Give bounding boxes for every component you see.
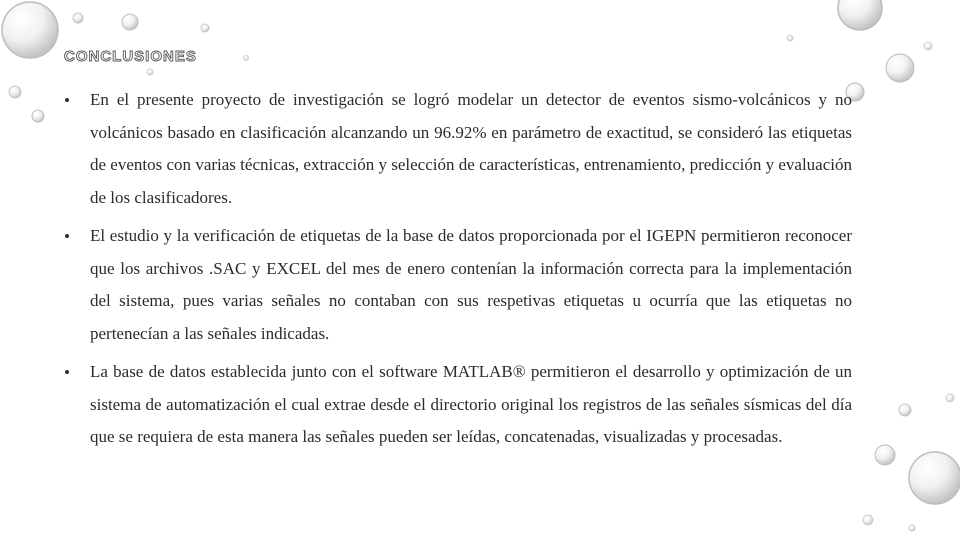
bullet-dot-icon: •: [64, 227, 70, 246]
conclusions-list: [64, 84, 852, 460]
bullet-text: El estudio y la verificación de etiquetas de la base de datos proporcionada por el IGEPN permitieron reconocer que los archivos .SAC y EXCEL del mes de enero contenían la información correcta para la implementación del sistema, pues varias señales no contaban con sus respetivas etiquetas u ocurría que las etiquetas no pertenecían a las señales indicadas.: [90, 226, 852, 343]
bullet-item: [64, 356, 852, 454]
bullet-dot-icon: •: [64, 363, 70, 382]
bullet-item: [64, 220, 852, 350]
bullet-text: En el presente proyecto de investigación se logró modelar un detector de eventos sismo-volcánicos y no volcánicos basado en clasificación alcanzando un 96.92% en parámetro de exactitud, se consideró las etiquetas de eventos con varias técnicas, extracción y selección de características, entrenamiento, predicción y evaluación de los clasificadores.: [90, 90, 852, 207]
bullet-dot-icon: •: [64, 91, 70, 110]
bullet-item: [64, 84, 852, 214]
bullet-text: La base de datos establecida junto con el software MATLAB® permitieron el desarrollo y optimización de un sistema de automatización el cual extrae desde el directorio original los registros de las señales sísmicas del día que se requiera de esta manera las señales pueden ser leídas, concatenadas, visualizadas y procesadas.: [90, 362, 852, 446]
slide-title: CONCLUSIONES: [64, 48, 197, 65]
droplet-cluster-bottom-right: [863, 394, 960, 531]
